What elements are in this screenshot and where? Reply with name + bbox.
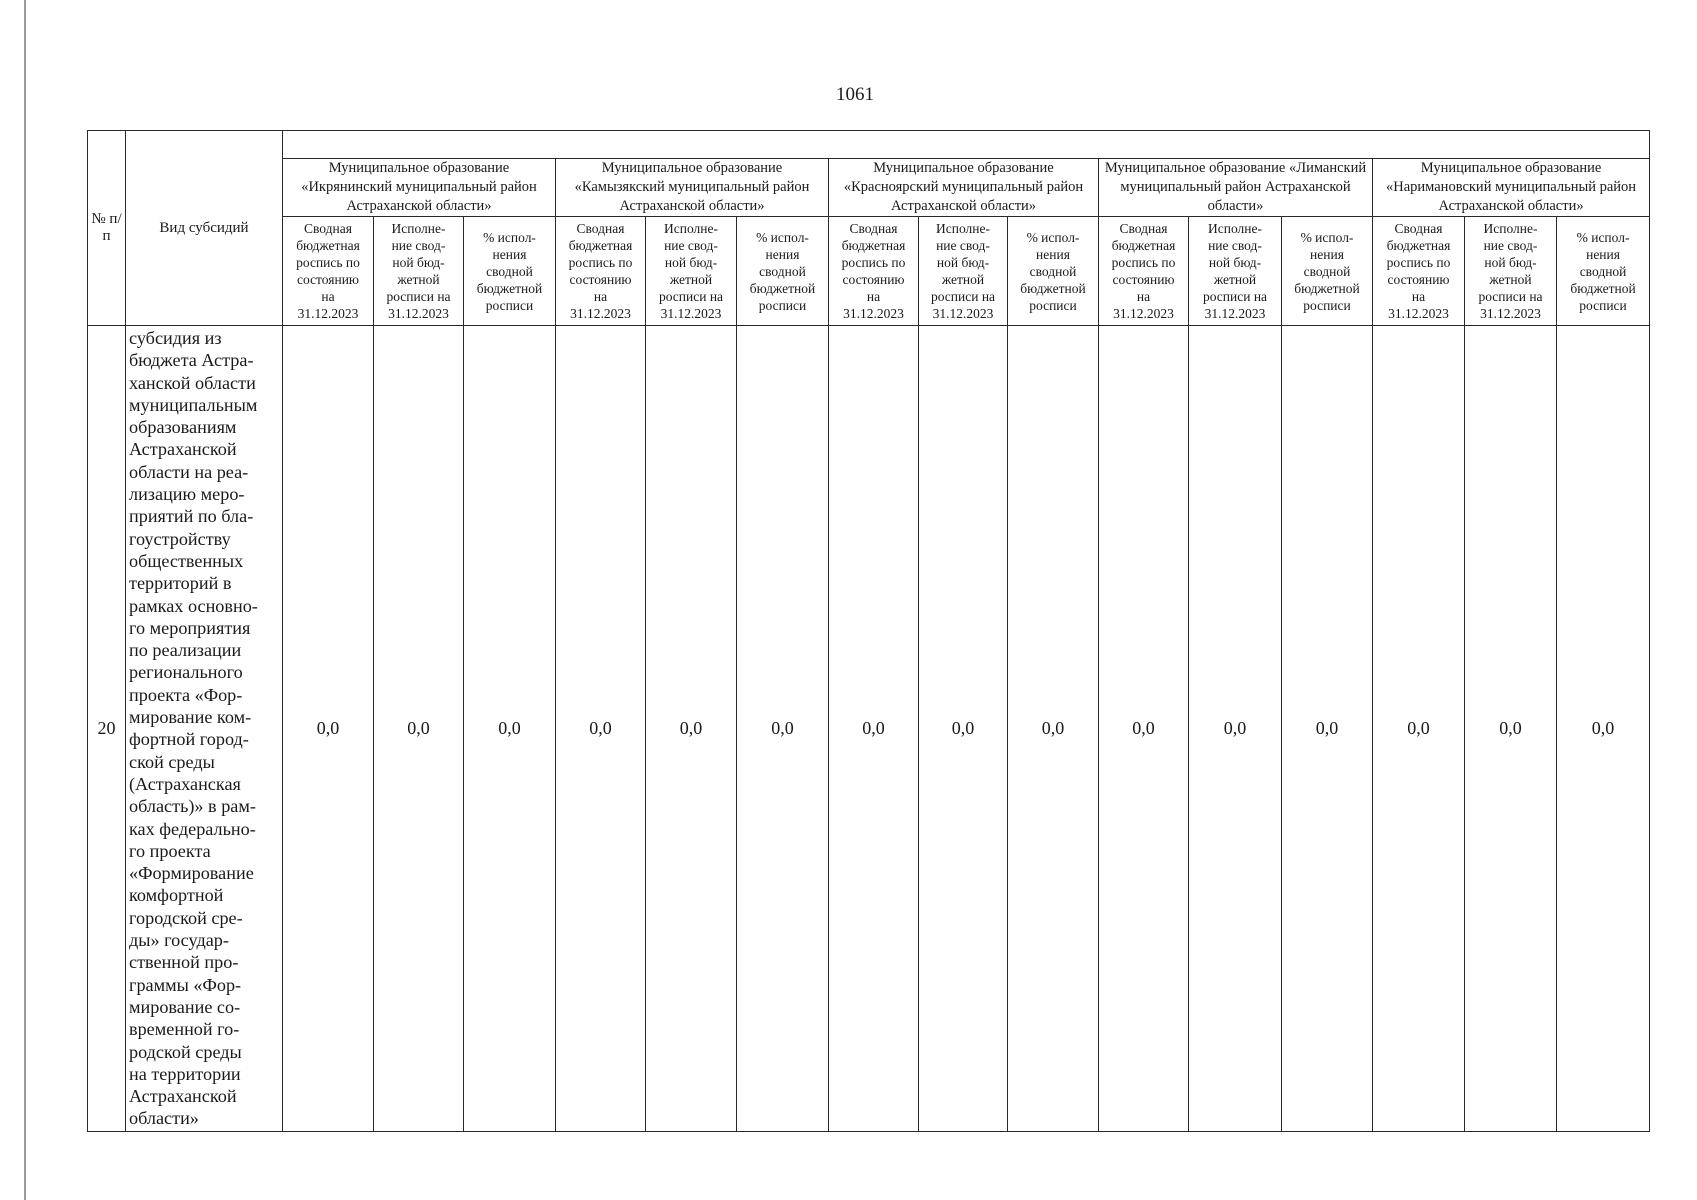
header-line: состоянию <box>296 272 360 287</box>
value-cell: 0,0 <box>556 326 646 1132</box>
header-line: Сводная <box>1394 221 1443 236</box>
municipality-header: Муниципальное образование «Наримановский муниципальный район Астраханской области» <box>1373 159 1650 217</box>
header-line: росписи <box>1579 297 1627 313</box>
execution-percent-header-text <box>1010 218 1096 324</box>
header-line: Сводная <box>849 221 898 236</box>
execution-header-text <box>376 218 461 324</box>
execution-percent-header <box>464 217 556 326</box>
description-line: лизацию меро- <box>129 484 245 505</box>
budget-schedule-header <box>1099 217 1189 326</box>
description-line: регионального <box>129 662 243 683</box>
header-line: бюджетной <box>476 280 543 296</box>
description-line: ды» государ- <box>129 930 229 951</box>
header-line: 31.12.2023 <box>1204 306 1266 321</box>
page-number: 1061 <box>836 84 874 105</box>
header-line: нения <box>765 246 800 262</box>
value-cell: 0,0 <box>646 326 737 1132</box>
budget-schedule-header <box>1373 217 1465 326</box>
header-line: на <box>866 289 881 304</box>
header-line: бюджетной <box>749 280 816 296</box>
subcolumn-header-row <box>88 217 1650 326</box>
budget-schedule-header-text <box>1375 218 1462 324</box>
execution-header <box>1465 217 1557 326</box>
value-cell: 0,0 <box>1373 326 1465 1132</box>
header-line: роспись по <box>296 255 360 270</box>
header-line: % испол- <box>483 229 536 245</box>
description-line: области» <box>129 1108 199 1129</box>
description-line: Астраханской <box>129 1086 237 1107</box>
execution-header-text <box>1467 218 1554 324</box>
header-line: Исполне- <box>1483 221 1538 236</box>
header-line: нения <box>1036 246 1070 262</box>
description-line: «Формирование <box>129 863 254 884</box>
header-line: бюджетная <box>296 238 360 253</box>
header-line: росписи <box>485 297 534 313</box>
description-line: родской среды <box>129 1041 242 1062</box>
execution-header <box>374 217 464 326</box>
header-line: бюджетной <box>1570 280 1636 296</box>
description-line: территорий в <box>129 573 232 594</box>
header-line: % испол- <box>1576 229 1630 245</box>
description-line: проекта «Фор- <box>129 684 243 705</box>
description-line: мирование ком- <box>129 707 252 728</box>
header-line: жетной <box>669 272 713 287</box>
header-line: 31.12.2023 <box>297 306 359 321</box>
execution-percent-header-text <box>466 218 553 324</box>
scan-edge-line <box>24 0 26 1200</box>
description-line: области на реа- <box>129 461 249 482</box>
header-line: жетной <box>1213 272 1257 287</box>
municipality-header: Муниципальное образование «Камызякский муниципальный район Астраханской области» <box>556 159 829 217</box>
value-cell: 0,0 <box>1282 326 1373 1132</box>
header-line: сводной <box>486 263 533 279</box>
description-line: приятий по бла- <box>129 506 254 527</box>
header-line: роспись по <box>1111 255 1176 270</box>
header-line: % испол- <box>756 229 809 245</box>
header-line: сводной <box>1303 263 1351 279</box>
header-line: росписи на <box>1202 289 1268 304</box>
header-line: на <box>1411 289 1426 304</box>
subsidy-table <box>87 130 1650 1132</box>
header-line: роспись по <box>841 255 906 270</box>
budget-schedule-header <box>556 217 646 326</box>
header-line: Сводная <box>576 221 625 236</box>
header-line: бюджетная <box>841 238 906 253</box>
header-line: ние свод- <box>936 238 990 253</box>
value-cell: 0,0 <box>283 326 374 1132</box>
header-line: нения <box>1586 246 1620 262</box>
execution-percent-header-text <box>739 218 826 324</box>
header-top-row <box>88 131 1650 159</box>
header-line: ной бюд- <box>664 255 718 270</box>
header-line: на <box>321 289 335 304</box>
header-line: нения <box>492 246 527 262</box>
header-line: 31.12.2023 <box>660 306 722 321</box>
execution-percent-header <box>1008 217 1099 326</box>
header-line: ной бюд- <box>1208 255 1262 270</box>
header-line: 31.12.2023 <box>1388 306 1449 321</box>
header-line: 31.12.2023 <box>1480 306 1541 321</box>
header-line: ние свод- <box>1208 238 1262 253</box>
header-line: ной бюд- <box>936 255 990 270</box>
header-line: росписи на <box>386 289 451 304</box>
execution-header <box>919 217 1008 326</box>
description-line: на территории <box>129 1063 241 1084</box>
header-line: Исполне- <box>391 221 446 236</box>
header-line: Сводная <box>304 221 352 236</box>
description-line: (Астраханская <box>129 773 241 794</box>
header-line: Сводная <box>1119 221 1168 236</box>
header-line: нения <box>1310 246 1344 262</box>
description-line: образованиям <box>129 417 237 438</box>
description-line: го проекта <box>129 840 211 861</box>
value-cell: 0,0 <box>1465 326 1557 1132</box>
value-cell: 0,0 <box>1008 326 1099 1132</box>
header-line: 31.12.2023 <box>388 306 449 321</box>
header-line: росписи на <box>1478 289 1543 304</box>
execution-header <box>646 217 737 326</box>
budget-schedule-header-text <box>558 218 643 324</box>
description-line: Астраханской <box>129 439 237 460</box>
header-line: сводной <box>759 263 806 279</box>
execution-percent-header <box>737 217 829 326</box>
execution-percent-header <box>1282 217 1373 326</box>
budget-schedule-header-text <box>831 218 916 324</box>
description-line: ханской области <box>129 372 256 393</box>
header-line: бюджетной <box>1020 280 1086 296</box>
header-line: ние свод- <box>1483 238 1538 253</box>
budget-schedule-header-text <box>1101 218 1186 324</box>
header-line: бюджетной <box>1294 280 1360 296</box>
description-line: муниципальным <box>129 394 258 415</box>
municipality-header: Муниципальное образование «Лиманский муниципальный район Астраханской области» <box>1099 159 1373 217</box>
description-line: бюджета Астра- <box>129 350 254 371</box>
execution-percent-header-text <box>1284 218 1370 324</box>
header-line: 31.12.2023 <box>843 306 904 321</box>
description-line: область)» в рам- <box>129 796 256 817</box>
header-line: ной бюд- <box>1484 255 1537 270</box>
header-line: % испол- <box>1300 229 1354 245</box>
value-cell: 0,0 <box>1099 326 1189 1132</box>
header-line: состоянию <box>1112 272 1175 287</box>
description-line: ственной про- <box>129 952 239 973</box>
header-line: бюджетная <box>1111 238 1176 253</box>
header-blank-band <box>283 131 1650 159</box>
value-cell: 0,0 <box>829 326 919 1132</box>
description-line: рамках основно- <box>129 595 258 616</box>
header-line: Исполне- <box>936 221 990 236</box>
header-line: росписи <box>758 297 807 313</box>
header-line: жетной <box>941 272 985 287</box>
header-line: жетной <box>397 272 440 287</box>
header-line: 31.12.2023 <box>1113 306 1174 321</box>
header-line: состоянию <box>569 272 632 287</box>
header-line: состоянию <box>1387 272 1450 287</box>
description-line: го мероприятия <box>129 617 251 638</box>
header-line: на <box>593 289 608 304</box>
execution-header-text <box>648 218 734 324</box>
execution-header-text <box>1191 218 1279 324</box>
header-line: ной бюд- <box>392 255 445 270</box>
row-number: 20 <box>88 326 126 1132</box>
header-line: на <box>1136 289 1151 304</box>
description-line: гоустройству <box>129 528 231 549</box>
header-line: % испол- <box>1026 229 1080 245</box>
value-cell: 0,0 <box>374 326 464 1132</box>
description-line: граммы «Фор- <box>129 974 242 995</box>
header-line: сводной <box>1579 263 1627 279</box>
header-line: бюджетная <box>568 238 633 253</box>
header-line: 31.12.2023 <box>570 306 631 321</box>
description-line: комфортной <box>129 885 224 906</box>
header-line: ние свод- <box>391 238 446 253</box>
description-line: ках федерально- <box>129 818 256 839</box>
description-line: субсидия из <box>129 328 222 348</box>
header-line: ние свод- <box>664 238 718 253</box>
description-line: городской сре- <box>129 907 243 928</box>
execution-percent-header <box>1557 217 1650 326</box>
subsidy-type-header: Вид субсидий <box>126 131 283 326</box>
description-line: временной го- <box>129 1019 240 1040</box>
execution-header <box>1189 217 1282 326</box>
value-cell: 0,0 <box>1189 326 1282 1132</box>
budget-schedule-header-text <box>285 218 371 324</box>
subsidy-description <box>126 326 283 1132</box>
description-line: общественных <box>129 550 244 571</box>
table-row <box>88 326 1650 1132</box>
value-cell: 0,0 <box>737 326 829 1132</box>
execution-percent-header-text <box>1559 218 1647 324</box>
header-line: бюджетная <box>1386 238 1451 253</box>
municipality-header: Муниципальное образование «Икрянинский муниципальный район Астраханской области» <box>283 159 556 217</box>
municipality-header: Муниципальное образование «Красноярский муниципальный район Астраханской области» <box>829 159 1099 217</box>
municipality-header-row <box>88 159 1650 217</box>
description-line: по реализации <box>129 640 242 661</box>
header-line: жетной <box>1489 272 1532 287</box>
header-line: роспись по <box>1386 255 1451 270</box>
value-cell: 0,0 <box>464 326 556 1132</box>
header-line: росписи на <box>930 289 996 304</box>
header-line: росписи на <box>658 289 724 304</box>
header-line: состоянию <box>842 272 905 287</box>
description-line: ской среды <box>129 751 215 772</box>
budget-schedule-header <box>829 217 919 326</box>
description-line: фортной город- <box>129 729 249 750</box>
header-line: роспись по <box>568 255 633 270</box>
header-line: росписи <box>1029 297 1077 313</box>
execution-header-text <box>921 218 1005 324</box>
header-line: 31.12.2023 <box>932 306 994 321</box>
budget-schedule-header <box>283 217 374 326</box>
header-line: Исполне- <box>1208 221 1262 236</box>
description-line: мирование со- <box>129 996 241 1017</box>
value-cell: 0,0 <box>919 326 1008 1132</box>
header-line: росписи <box>1303 297 1351 313</box>
header-line: Исполне- <box>664 221 718 236</box>
value-cell: 0,0 <box>1557 326 1650 1132</box>
header-line: сводной <box>1029 263 1077 279</box>
number-header: № п/п <box>88 131 126 326</box>
